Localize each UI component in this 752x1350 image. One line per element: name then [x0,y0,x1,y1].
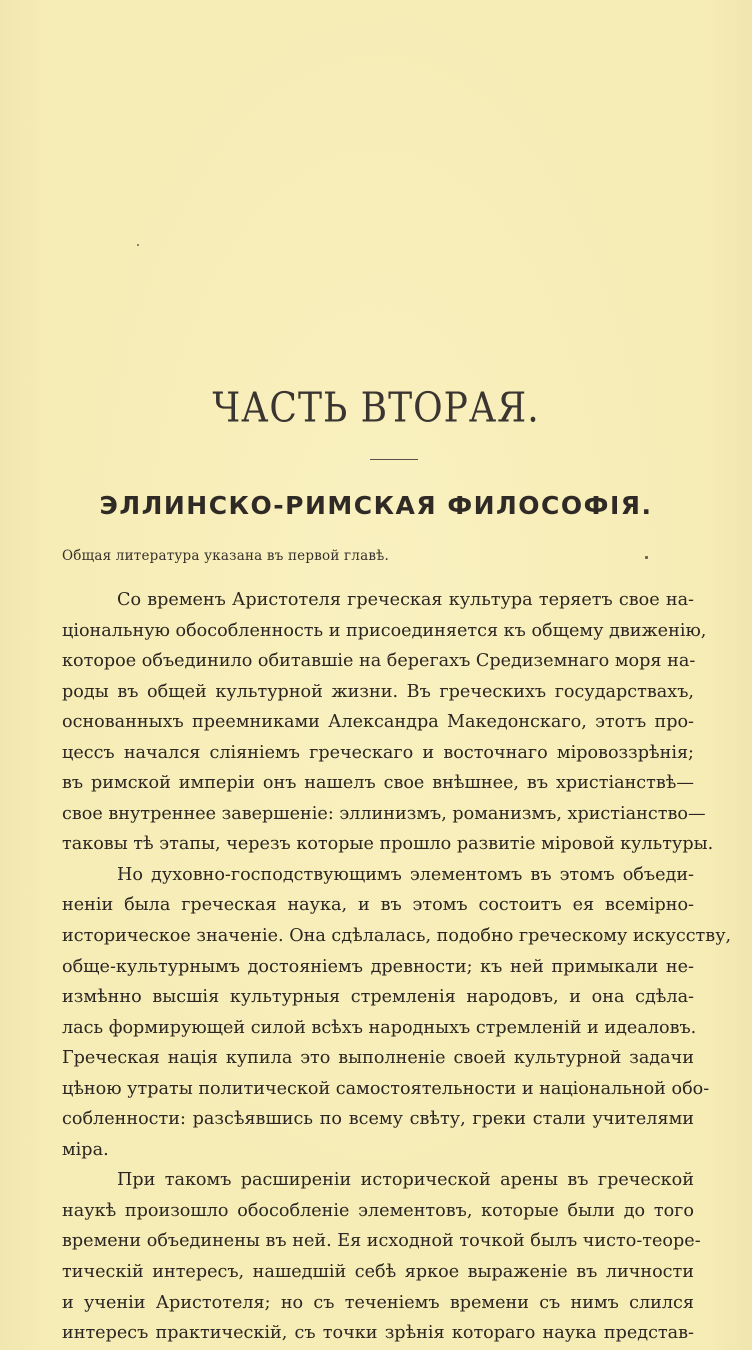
text-line: цѣною утраты политической самостоятельности и національной обо- [62,1078,710,1099]
text-line: которое объединило обитавшіе на берегахъ Средиземнаго моря на- [62,651,696,672]
text-line: Греческая нація купила это выполненіе своей культурной задачи [62,1048,694,1069]
body-text [62,585,732,1349]
text-line: міра. [62,1139,109,1160]
text-line: собленности: разсѣявшись по всему свѣту, греки стали учителями [62,1109,694,1130]
title-divider [370,459,418,460]
text-line: роды въ общей культурной жизни. Въ греческихъ государствахъ, [62,681,694,702]
text-line: лась формирующей силой всѣхъ народныхъ стремленій и идеаловъ. [62,1017,697,1038]
text-line: основанныхъ преемниками Александра Македонскаго, этотъ про- [62,712,694,733]
part-title: ЧАСТЬ ВТОРАЯ. [212,384,540,433]
section-title: ЭЛЛИНСКО-РИМСКАЯ ФИЛОСОФІЯ. [99,491,653,520]
text-line: историческое значеніе. Она сдѣлалась, подобно греческому искусству, [62,926,732,947]
text-line: наукѣ произошло обособленіе элементовъ, которые были до того [62,1200,694,1221]
text-line: интересъ практическій, съ точки зрѣнія котораго наука представ- [62,1323,694,1344]
ink-speck [137,244,139,246]
ink-speck [645,556,648,559]
text-line: и ученіи Аристотеля; но съ теченіемъ времени съ нимъ слился [62,1292,694,1313]
text-line: свое внутреннее завершеніе: эллинизмъ, романизмъ, христіанство— [62,803,706,824]
text-line: цессъ начался сліяніемъ греческаго и восточнаго міровоззрѣнія; [62,742,694,763]
text-line: въ римской имперіи онъ нашелъ свое внѣшнее, въ христіанствѣ— [62,773,694,794]
text-line: Со временъ Аристотеля греческая культура теряетъ свое на- [117,590,694,610]
text-line: измѣнно высшія культурныя стремленія народовъ, и она сдѣла- [62,987,694,1008]
text-line: Но духовно-господствующимъ элементомъ въ этомъ объеди- [117,864,694,885]
text-line: неніи была греческая наука, и въ этомъ состоитъ ея всемірно- [62,895,694,916]
text-line: обще-культурнымъ достояніемъ древности; къ ней примыкали не- [62,956,694,977]
text-line: таковы тѣ этапы, черезъ которые прошло развитіе міровой культуры. [62,834,714,855]
literature-note: Общая литература указана въ первой главѣ. [62,548,389,564]
text-line: ціональную обособленность и присоединяется къ общему движенію, [62,620,707,641]
text-line: времени объединены въ ней. Ея исходной точкой былъ чисто-теоре- [62,1231,701,1252]
text-line: тическій интересъ, нашедшій себѣ яркое выраженіе въ личности [62,1262,694,1283]
text-line: При такомъ расширеніи исторической арены въ греческой [117,1170,694,1191]
